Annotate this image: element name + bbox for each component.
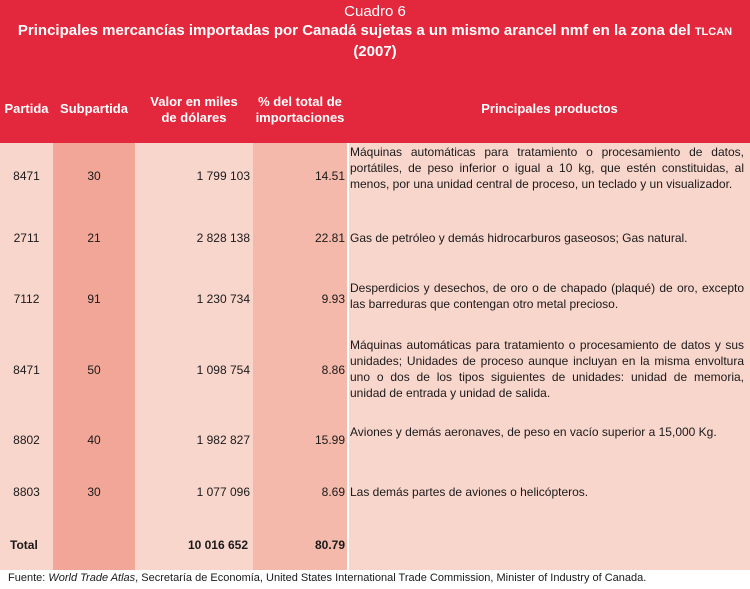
total-valor: 10 016 652 [187, 538, 248, 552]
cell-partida: 8802 [13, 433, 40, 447]
cell-subpartida: 30 [87, 485, 101, 499]
cell-pct: 22.81 [314, 231, 345, 245]
cell-valor: 1 077 096 [196, 485, 250, 499]
header-partida: Partida [4, 101, 49, 116]
source-note [8, 572, 646, 584]
caption-number: Cuadro 6 [344, 3, 406, 20]
cell-subpartida: 30 [87, 169, 101, 183]
cell-subpartida: 21 [87, 231, 101, 245]
cell-valor: 2 828 138 [196, 231, 250, 245]
column-separator [347, 143, 349, 570]
cell-subpartida: 50 [87, 363, 101, 377]
cell-pct: 8.69 [321, 485, 345, 499]
cell-subpartida: 91 [87, 292, 101, 306]
cell-producto: Máquinas automáticas para tratamiento o procesamiento de datos y sus unidades; Unidades de proceso aunque incluyan en la misma envoltura uno o dos de los tipos siguientes de unidades: unidad de memoria, unidad de entrada y unidad de salida. [350, 338, 744, 400]
caption-title-main: Principales mercancías importadas por Canadá sujetas a un mismo arancel nmf en la zona del [17, 22, 695, 39]
header-valor [135, 94, 253, 126]
header-pct-line2: importaciones [255, 110, 345, 125]
cell-pct: 9.93 [321, 292, 345, 306]
cell-valor: 1 982 827 [196, 433, 250, 447]
caption-title [0, 21, 750, 61]
cell-pct: 15.99 [314, 433, 345, 447]
cell-partida: 8471 [13, 363, 40, 377]
cell-subpartida: 40 [87, 433, 101, 447]
cell-valor: 1 230 734 [196, 292, 250, 306]
header-valor-line1: Valor en miles [150, 94, 238, 109]
cell-partida: 2711 [13, 231, 40, 245]
total-pct: 80.79 [314, 538, 345, 552]
subpartida-column-band [53, 143, 135, 570]
table-header [0, 0, 750, 143]
cell-producto: Aviones y demás aeronaves, de peso en vacío superior a 15,000 Kg. [350, 425, 717, 439]
pct-column-band [253, 143, 347, 570]
cell-partida: 8471 [13, 169, 40, 183]
source-prefix: Fuente: [8, 572, 49, 584]
cell-producto: Gas de petróleo y demás hidrocarburos gaseosos; Gas natural. [350, 231, 688, 245]
header-valor-line2: de dólares [161, 110, 227, 125]
cell-pct: 14.51 [314, 169, 345, 183]
table-body [0, 143, 750, 570]
header-pct-line1: % del total de [258, 94, 342, 109]
cell-producto: Desperdicios y desechos, de oro o de chapado (plaqué) de oro, excepto las barreduras que contengan otro metal precioso. [350, 281, 744, 311]
cell-pct: 8.86 [321, 363, 345, 377]
cell-valor: 1 098 754 [196, 363, 250, 377]
header-productos: Principales productos [481, 101, 618, 116]
cell-partida: 8803 [13, 485, 40, 499]
caption-title-year: (2007) [353, 43, 397, 60]
header-pct [253, 94, 347, 126]
caption-title-acronym: TLCAN [694, 26, 733, 38]
source-rest: , Secretaría de Economía, United States International Trade Commission, Minister of Industry of Canada. [135, 572, 647, 584]
cell-partida: 7112 [13, 292, 40, 306]
cell-producto: Las demás partes de aviones o helicópteros. [350, 485, 589, 499]
source-italic: World Trade Atlas [48, 572, 136, 584]
header-subpartida: Subpartida [60, 101, 128, 116]
cell-valor: 1 799 103 [196, 169, 250, 183]
total-label: Total [10, 538, 38, 552]
cell-producto: Máquinas automáticas para tratamiento o procesamiento de datos, portátiles, de peso inferior o igual a 10 kg, que estén constituidas, al menos, por una unidad central de proceso, un teclado y un visualizador. [350, 145, 744, 191]
